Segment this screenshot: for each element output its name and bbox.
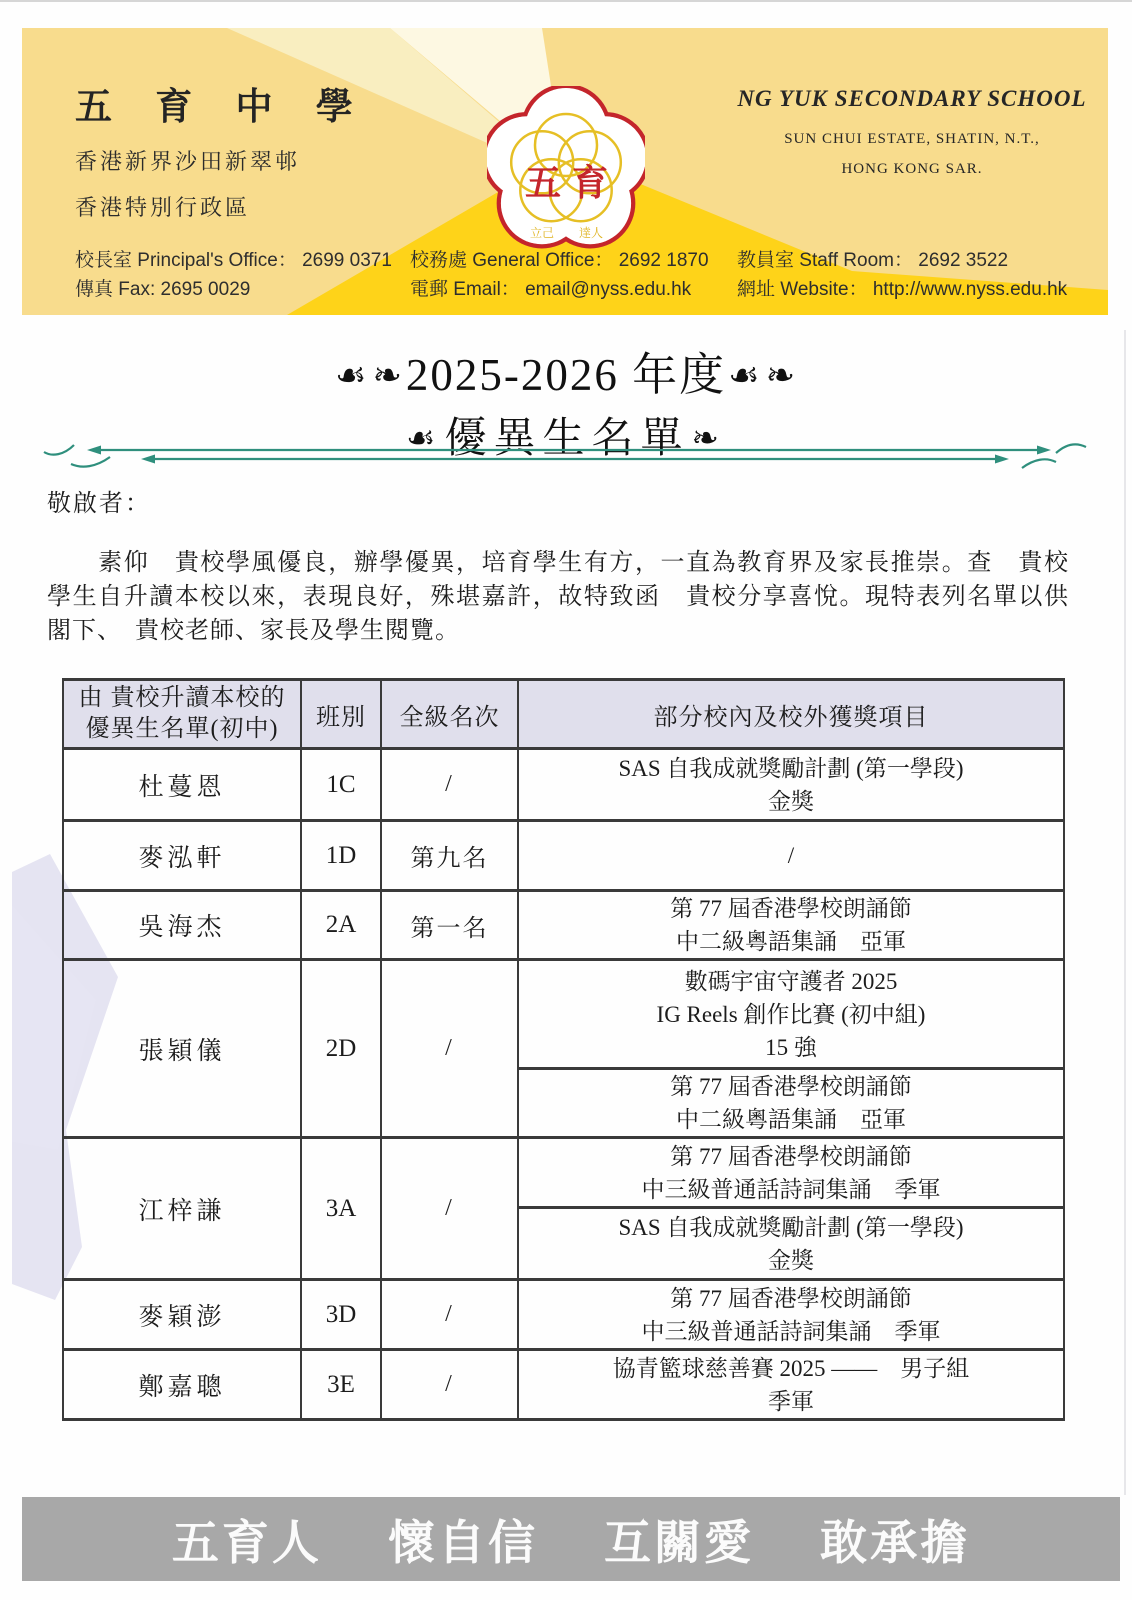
school-address-en1: SUN CHUI ESTATE, SHATIN, N.T., [784,131,1040,147]
rank-cell: 第一名 [381,891,518,960]
school-name-en-block [722,86,1102,178]
contact-principal-office [75,246,392,304]
principal-office-phone: 校長室 Principal's Office： 2699 0371 [75,250,392,271]
class-cell: 1D [301,821,381,891]
school-name-zh: 五 育 中 學 [75,87,370,128]
rank-cell: 第九名 [381,821,518,891]
award-cell: 數碼宇宙守護者 2025 IG Reels 創作比賽 (初中組) 15 強 [518,960,1064,1069]
footer-motto-bar [22,1497,1120,1581]
paragraph-line: 學生自升讀本校以來，表現良好，殊堪嘉許，故特致函 貴校分享喜悅。現特表列名單以供 [47,584,1069,610]
rank-cell: / [381,960,518,1138]
rank-cell: / [381,749,518,821]
title-list-text: 優異生名單 [444,416,690,462]
class-cell: 3D [301,1280,381,1350]
table-header-row [63,680,1064,749]
school-logo [487,86,645,260]
paragraph-line: 素仰 貴校學風優良，辦學優異，培育學生有方，一直為教育界及家長推崇。查 貴校 [47,550,1069,576]
staff-room-phone: 教員室 Staff Room： 2692 3522 [737,250,1009,271]
floral-ornament-icon: ☙ [728,355,762,396]
floral-ornament-icon: ❧ [372,355,404,396]
header-awards-column: 部分校內及校外獲獎項目 [518,680,1064,749]
school-address-line2: 香港特別行政區 [75,195,251,220]
general-office-phone: 校務處 General Office： 2692 1870 [410,250,709,271]
class-cell: 2D [301,960,381,1138]
table-row [63,749,1064,821]
student-name-cell: 麥泓軒 [63,821,301,891]
school-name-block [75,76,370,222]
award-cell: 第 77 屆香港學校朗誦節 中二級粵語集誦 亞軍 [518,891,1064,960]
award-cell: SAS 自我成就獎勵計劃 (第一學段) 金獎 [518,749,1064,821]
scan-top-edge [0,0,1132,2]
title-year-text: 2025-2026 年度 [405,350,727,400]
table-row [63,891,1064,960]
table-row [63,1350,1064,1420]
floral-ornament-icon: ❧ [691,419,726,457]
header-class-column: 班別 [301,680,381,749]
award-cell: 第 77 屆香港學校朗誦節 中二級粵語集誦 亞軍 [518,1069,1064,1138]
contact-general-office [410,246,709,304]
class-cell: 3A [301,1138,381,1280]
title-line1 [0,338,1132,403]
paragraph-line: 閣下、 貴校老師、家長及學生閱覽。 [47,618,460,644]
table-row [63,1138,1064,1208]
header-name-column: 由 貴校升讀本校的 優異生名單(初中) [63,680,301,749]
honor-table [62,678,1065,1421]
fax-number: 傳真 Fax: 2695 0029 [75,279,251,300]
class-cell: 3E [301,1350,381,1420]
floral-ornament-icon: ❧ [765,355,797,396]
table-row [63,960,1064,1069]
website-url: 網址 Website： http://www.nyss.edu.hk [737,279,1068,300]
class-cell: 1C [301,749,381,821]
table-row [63,1280,1064,1350]
school-address-en2: HONG KONG SAR. [841,161,983,177]
logo-char-left: 五 [524,163,562,203]
school-address-line1: 香港新界沙田新翠邨 [75,149,301,174]
rank-cell: / [381,1350,518,1420]
award-cell: 第 77 屆香港學校朗誦節 中三級普通話詩詞集誦 季軍 [518,1280,1064,1350]
contact-staff-room [737,246,1067,304]
header-rank-column: 全級名次 [381,680,518,749]
rank-cell: / [381,1138,518,1280]
award-cell: 第 77 屆香港學校朗誦節 中三級普通話詩詞集誦 季軍 [518,1138,1064,1208]
header-banner [22,28,1108,315]
table-row [63,821,1064,891]
student-name-cell: 張穎儀 [63,960,301,1138]
school-name-en: NG YUK SECONDARY SCHOOL [737,86,1087,111]
school-motto-text: 五育人 懷自信 互關愛 敢承擔 [171,1515,971,1569]
student-name-cell: 吳海杰 [63,891,301,960]
logo-motto-right: 達人 [578,226,604,240]
student-name-cell: 鄭嘉聰 [63,1350,301,1420]
student-name-cell: 杜蔓恩 [63,749,301,821]
body-paragraph [47,546,1069,648]
floral-ornament-icon: ☙ [406,419,443,457]
scan-right-edge [1124,330,1126,1495]
salutation: 敬啟者： [47,491,151,517]
award-cell: SAS 自我成就獎勵計劃 (第一學段) 金獎 [518,1208,1064,1280]
student-name-cell: 麥穎澎 [63,1280,301,1350]
email-address: 電郵 Email： email@nyss.edu.hk [410,279,692,300]
logo-motto-left: 立己 [529,226,555,240]
class-cell: 2A [301,891,381,960]
award-cell: 協青籃球慈善賽 2025 —— 男子組 季軍 [518,1350,1064,1420]
floral-ornament-icon: ☙ [335,355,369,396]
award-cell: / [518,821,1064,891]
title-divider [40,440,1090,472]
student-name-cell: 江梓謙 [63,1138,301,1280]
rank-cell: / [381,1280,518,1350]
logo-char-right: 育 [571,163,609,203]
